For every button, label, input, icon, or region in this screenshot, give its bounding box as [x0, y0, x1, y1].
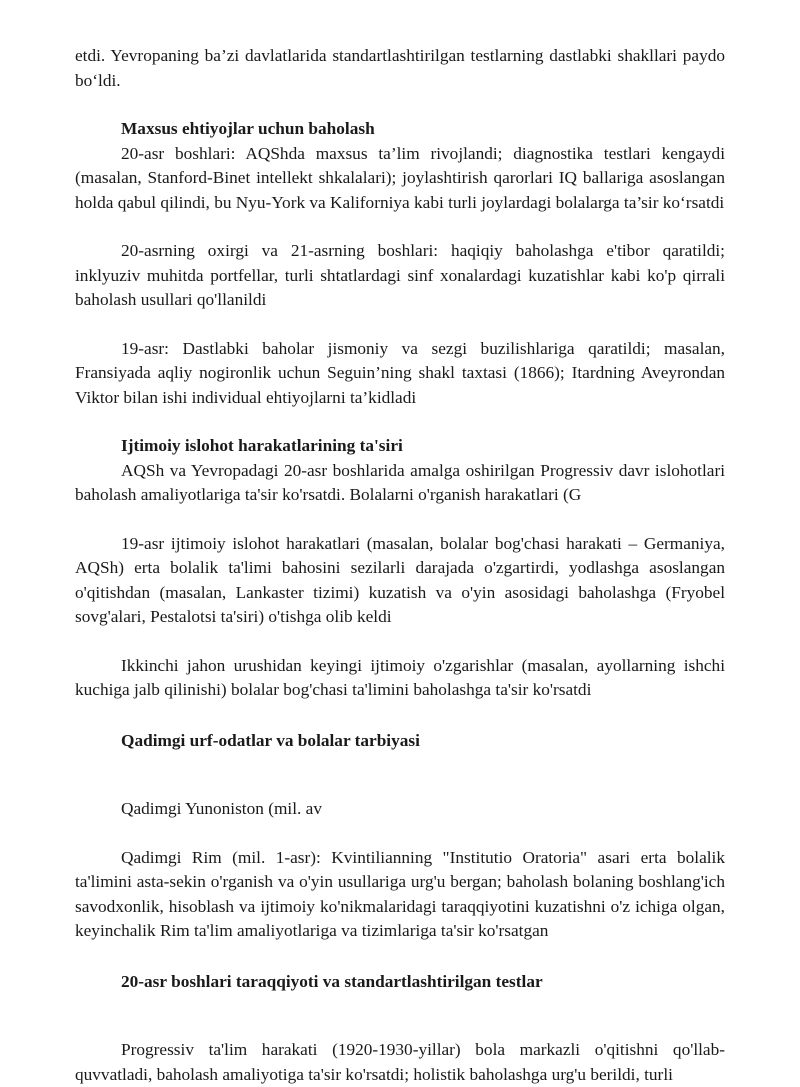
paragraph-progressive-education: Progressiv ta'lim harakati (1920-1930-yillar) bola markazli o'qitishni qo'llab-quvvatladi, baholash amaliyotiga ta'sir ko'rsatdi; holistik baholashga urg'u berildi, turli — [75, 1040, 725, 1084]
paragraph-19th-century: 19-asr: Dastlabki baholar jismoniy va sezgi buzilishlariga qaratildi; masalan, Fransiyada aqliy nogironlik uchun Seguin’ning shakl taxtasi (1866); Itardning Aveyrondan Viktor bilan ishi individual ehtiyojlarni ta’kidladi — [75, 338, 725, 407]
section-heading-special-needs: Maxsus ehtiyojlar uchun baholash — [121, 119, 375, 138]
paragraph-intro: etdi. Yevropaning ba’zi davlatlarida standartlashtirilgan testlarning dastlabki shakllari paydo bo‘ldi. — [75, 46, 725, 90]
paragraph-late-20th-century: 20-asrning oxirgi va 21-asrning boshlari: haqiqiy baholashga e'tibor qaratildi; inklyuziv muhitda portfellar, turli shtatlardagi sinf xonalardagi kuzatishlar kabi ko'p qirrali baholash usullari qo'llanildi — [75, 241, 725, 309]
spacer — [75, 944, 725, 970]
paragraph-20th-century-special-education: 20-asr boshlari: AQShda maxsus ta’lim rivojlandi; diagnostika testlari kengaydi (masalan, Stanford-Binet intellekt shkalalari); joylashtirish qarorlari IQ ballariga asoslangan holda qabul qilindi, bu Nyu-York va Kaliforniya kabi turli joylardagi bolalarga ta’sir ko‘rsatdi — [75, 143, 725, 212]
spacer — [75, 93, 725, 117]
spacer — [75, 753, 725, 797]
spacer — [75, 508, 725, 532]
paragraph-ancient-greece: Qadimgi Yunoniston (mil. av — [121, 799, 322, 818]
spacer — [75, 313, 725, 337]
spacer — [75, 630, 725, 654]
section-heading-early-20th-century: 20-asr boshlari taraqqiyoti va standartlashtirilgan testlar — [121, 971, 543, 991]
section-heading-ancient-traditions: Qadimgi urf-odatlar va bolalar tarbiyasi — [121, 730, 420, 750]
paragraph-post-war-changes: Ikkinchi jahon urushidan keyingi ijtimoiy o'zgarishlar (masalan, ayollarning ishchi kuchiga jalb qilinishi) bolalar bog'chasi ta'limini baholashga ta'sir ko'rsatdi — [75, 655, 725, 699]
document-body — [75, 44, 725, 1087]
spacer — [75, 994, 725, 1038]
spacer — [75, 410, 725, 434]
paragraph-kindergarten-movement: 19-asr ijtimoiy islohot harakatlari (masalan, bolalar bog'chasi harakati – Germaniya, AQSh) erta bolalik ta'limi bahosini sezilarli darajada o'zgartirdi, yodlashga asoslangan o'qitishdan (masalan, Lankaster tizimi) kuzatish va o'yin asosidagi baholashga (Fryobel sovg'alari, Pestalotsi ta'siri) o'tishga olib keldi — [75, 533, 725, 626]
spacer — [75, 215, 725, 239]
section-heading-social-reform: Ijtimoiy islohot harakatlarining ta'siri — [121, 436, 403, 455]
spacer — [75, 703, 725, 729]
spacer — [75, 822, 725, 846]
paragraph-ancient-rome: Qadimgi Rim (mil. 1-asr): Kvintilianning "Institutio Oratoria" asari erta bolalik ta'limini asta-sekin o'rganish va o'yin usullariga urg'u bergan; baholash bolaning boshlang'ich savodxonlik, hisoblash va ijtimoiy ko'nikmalaridagi taraqqiyotini kuzatishni o'z ichiga olgan, keyinchalik Rim ta'lim amaliyotlariga va tizimlariga ta'sir ko'rsatgan — [75, 847, 725, 940]
paragraph-progressive-era: AQSh va Yevropadagi 20-asr boshlarida amalga oshirilgan Progressiv davr islohotlari baholash amaliyotlariga ta'sir ko'rsatdi. Bolalarni o'rganish harakatlari (G — [75, 460, 725, 504]
